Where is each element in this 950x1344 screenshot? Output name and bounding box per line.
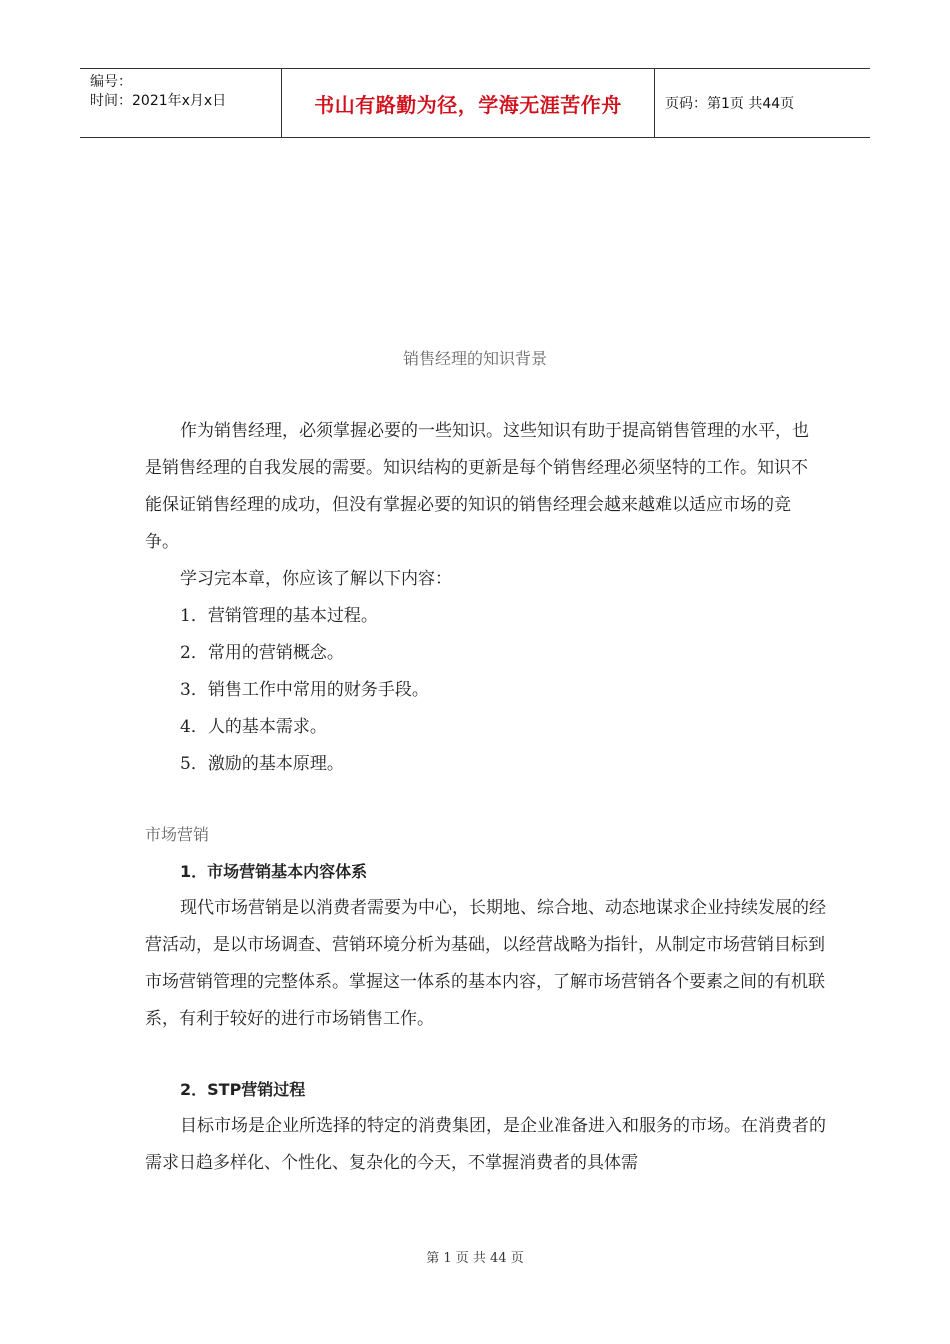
document-body — [145, 413, 826, 1182]
intro-paragraph: 作为销售经理，必须掌握必要的一些知识。这些知识有助于提高销售管理的水平，也是销售经理的自我发展的需要。知识结构的更新是每个销售经理必须坚特的工作。知识不能保证销售经理的成功，但没有掌握必要的知识的销售经理会越来越难以适应市场的竞争。 — [145, 421, 809, 552]
objective-item: 5．激励的基本原理。 — [180, 754, 344, 774]
page-header — [80, 68, 870, 138]
objective-item: 3．销售工作中常用的财务手段。 — [180, 680, 429, 700]
page-footer: 第 1 页 共 44 页 — [426, 1251, 524, 1266]
document-title: 销售经理的知识背景 — [402, 349, 547, 368]
subsection-paragraph: 目标市场是企业所选择的特定的消费集团，是企业准备进入和服务的市场。在消费者的需求日趋多样化、个性化、复杂化的今天，不掌握消费者的具体需 — [145, 1116, 826, 1173]
subsection-heading: 2．STP营销过程 — [180, 1080, 306, 1099]
subsection-heading: 1．市场营销基本内容体系 — [180, 862, 368, 881]
subsection-paragraph: 现代市场营销是以消费者需要为中心，长期地、综合地、动态地谋求企业持续发展的经营活动，是以市场调查、营销环境分析为基础，以经营战略为指针，从制定市场营销目标到市场营销管理的完整体系。掌握这一体系的基本内容，了解市场营销各个要素之间的有机联系，有利于较好的进行市场销售工作。 — [145, 898, 826, 1029]
time-label: 时间：2021年x月x日 — [90, 93, 227, 109]
objectives-intro: 学习完本章，你应该了解以下内容： — [180, 569, 452, 589]
header-motto: 书山有路勤为径，学海无涯苦作舟 — [282, 69, 655, 137]
objective-item: 1．营销管理的基本过程。 — [180, 606, 378, 626]
header-page-info: 页码：第1页 共44页 — [665, 96, 795, 112]
header-meta — [80, 69, 282, 137]
objective-item: 4．人的基本需求。 — [180, 717, 327, 737]
objective-item: 2．常用的营销概念。 — [180, 643, 344, 663]
section-heading: 市场营销 — [145, 825, 210, 844]
number-label: 编号： — [90, 74, 132, 90]
